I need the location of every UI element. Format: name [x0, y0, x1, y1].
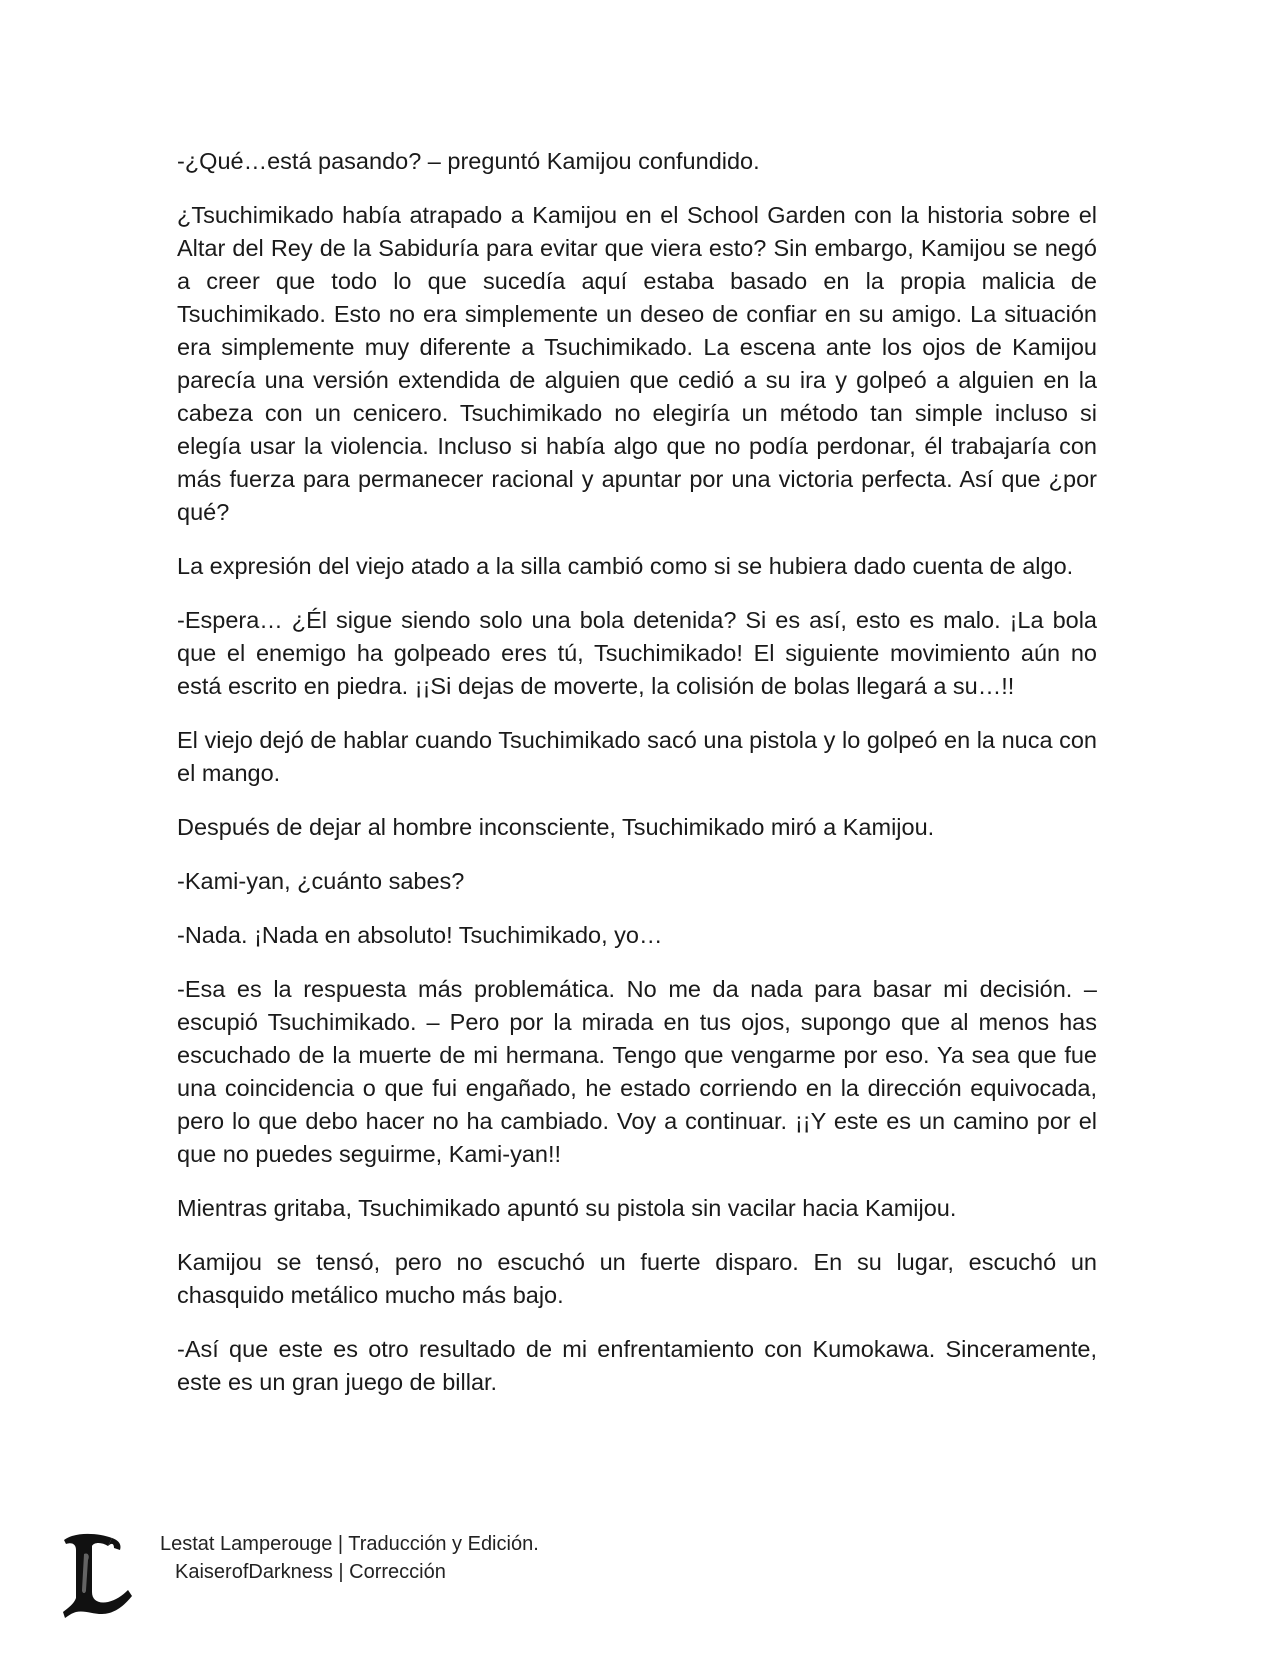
gothic-l-logo-icon [62, 1530, 134, 1618]
footer-credit-translation: Lestat Lamperouge | Traducción y Edición. [160, 1533, 539, 1555]
footer-credit-correction: KaiserofDarkness | Corrección [175, 1561, 446, 1583]
paragraph-4: -Espera… ¿Él sigue siendo solo una bola detenida? Si es así, esto es malo. ¡La bola que el enemigo ha golpeado eres tú, Tsuchimikado! El siguiente movimiento aún no está escrito en piedra. ¡¡Si dejas de moverte, la colisión de bolas llegará a su…!! [177, 607, 1097, 699]
paragraph-12: -Así que este es otro resultado de mi enfrentamiento con Kumokawa. Sinceramente, este es un gran juego de billar. [177, 1336, 1097, 1395]
page-footer [62, 1530, 762, 1620]
paragraph-7: -Kami-yan, ¿cuánto sabes? [177, 868, 465, 894]
paragraph-2: ¿Tsuchimikado había atrapado a Kamijou en el School Garden con la historia sobre el Altar del Rey de la Sabiduría para evitar que viera esto? Sin embargo, Kamijou se negó a creer que todo lo que sucedía aquí estaba basado en la propia malicia de Tsuchimikado. Esto no era simplemente un deseo de confiar en su amigo. La situación era simplemente muy diferente a Tsuchimikado. La escena ante los ojos de Kamijou parecía una versión extendida de alguien que cedió a su ira y golpeó a alguien en la cabeza con un cenicero. Tsuchimikado no elegiría un método tan simple incluso si elegía usar la violencia. Incluso si había algo que no podía perdonar, él trabajaría con más fuerza para permanecer racional y apuntar por una victoria perfecta. Así que ¿por qué? [177, 202, 1097, 525]
paragraph-5: El viejo dejó de hablar cuando Tsuchimikado sacó una pistola y lo golpeó en la nuca con el mango. [177, 727, 1097, 786]
paragraph-10: Mientras gritaba, Tsuchimikado apuntó su pistola sin vacilar hacia Kamijou. [177, 1195, 957, 1221]
paragraph-9: -Esa es la respuesta más problemática. No me da nada para basar mi decisión. – escupió Tsuchimikado. – Pero por la mirada en tus ojos, supongo que al menos has escuchado de la muerte de mi hermana. Tengo que vengarme por eso. Ya sea que fue una coincidencia o que fui engañado, he estado corriendo en la dirección equivocada, pero lo que debo hacer no ha cambiado. Voy a continuar. ¡¡Y este es un camino por el que no puedes seguirme, Kami-yan!! [177, 976, 1097, 1167]
paragraph-1: -¿Qué…está pasando? – preguntó Kamijou confundido. [177, 148, 760, 174]
paragraph-3: La expresión del viejo atado a la silla cambió como si se hubiera dado cuenta de algo. [177, 553, 1074, 579]
paragraph-8: -Nada. ¡Nada en absoluto! Tsuchimikado, yo… [177, 922, 663, 948]
footer-credits [160, 1530, 539, 1586]
document-body [177, 145, 1097, 1420]
paragraph-6: Después de dejar al hombre inconsciente, Tsuchimikado miró a Kamijou. [177, 814, 935, 840]
paragraph-11: Kamijou se tensó, pero no escuchó un fuerte disparo. En su lugar, escuchó un chasquido metálico mucho más bajo. [177, 1249, 1097, 1308]
